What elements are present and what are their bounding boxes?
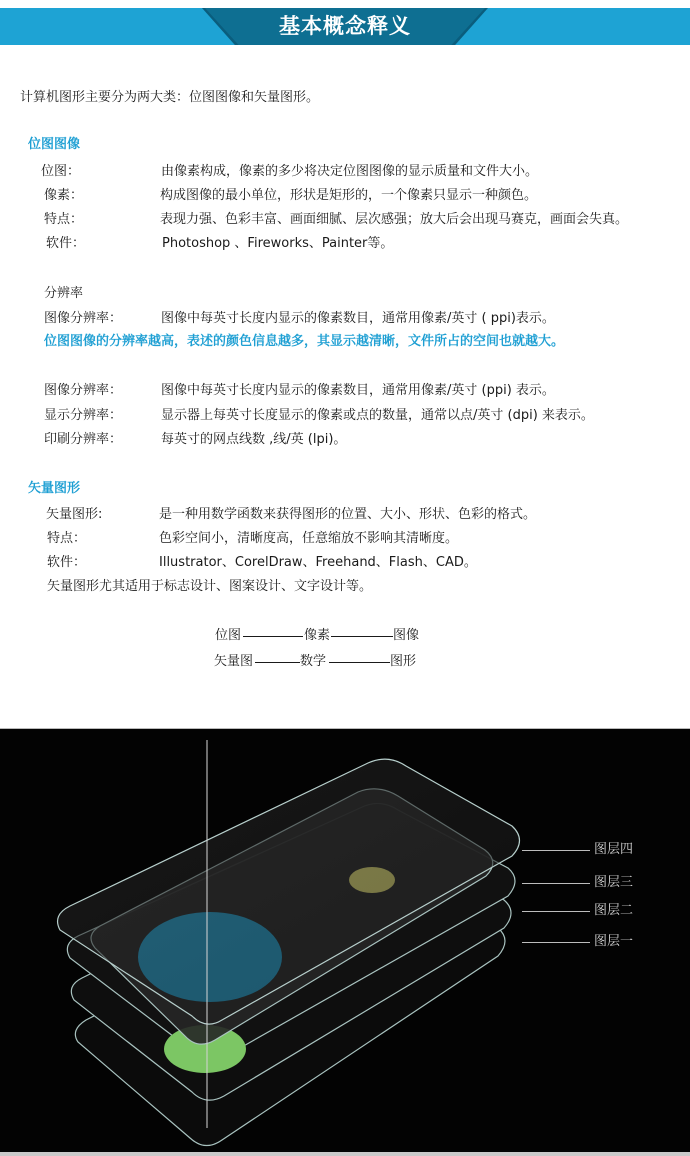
row-label: 图像分辨率： xyxy=(44,383,123,398)
relation-middle: 像素 xyxy=(304,628,331,643)
row-label: 图像分辨率： xyxy=(44,311,123,326)
row-value: 表现力强、色彩丰富、画面细腻、层次感强；放大后会出现马赛克，画面会失真。 xyxy=(160,212,629,227)
row-value: 构成图像的最小单位，形状是矩形的，一个像素只显示一种颜色。 xyxy=(160,188,538,203)
row-label: 软件： xyxy=(47,555,87,570)
row-value: 图像中每英寸长度内显示的像素数目，通常用像素/英寸 ( ppi)表示。 xyxy=(161,311,555,326)
vector-heading: 矢量图形 xyxy=(28,481,81,496)
row-label: 位图： xyxy=(41,164,81,179)
page-title: 基本概念释义 xyxy=(279,14,411,38)
row-label: 像素： xyxy=(44,188,84,203)
row-label: 矢量图形: xyxy=(46,507,103,522)
row-label: 印刷分辨率： xyxy=(44,432,123,447)
row-value: Illustrator、CorelDraw、Freehand、Flash、CAD。 xyxy=(159,555,477,570)
relation-left: 位图 xyxy=(215,628,242,643)
row-value: 色彩空间小，清晰度高，任意缩放不影响其清晰度。 xyxy=(159,531,459,546)
row-label: 特点： xyxy=(44,212,84,227)
row-value: 是一种用数学函数来获得图形的位置、大小、形状、色彩的格式。 xyxy=(159,507,537,522)
relation-right: 图形 xyxy=(390,654,417,669)
relation-left: 矢量图 xyxy=(214,654,254,669)
vector-note: 矢量图形尤其适用于标志设计、图案设计、文字设计等。 xyxy=(47,579,373,594)
row-value: Photoshop 、Fireworks、Painter等。 xyxy=(162,236,394,251)
layer-label-4: 图层四 xyxy=(594,842,634,857)
bitmap-heading: 位图图像 xyxy=(28,137,81,152)
relation-middle: 数学 xyxy=(300,654,327,669)
row-value: 图像中每英寸长度内显示的像素数目，通常用像素/英寸 (ppi) 表示。 xyxy=(161,383,555,398)
resolution-highlight: 位图图像的分辨率越高，表述的颜色信息越多，其显示越清晰，文件所占的空间也就越大。 xyxy=(44,334,565,349)
row-value: 每英寸的网点线数 ,线/英 (lpi)。 xyxy=(161,432,347,447)
row-label: 特点： xyxy=(47,531,87,546)
row-label: 软件： xyxy=(46,236,86,251)
leader-line xyxy=(522,911,590,912)
layer-label-3: 图层三 xyxy=(594,875,634,890)
layer-label-1: 图层一 xyxy=(594,934,634,949)
layer-label-2: 图层二 xyxy=(594,903,634,918)
row-value: 由像素构成，像素的多少将决定位图图像的显示质量和文件大小。 xyxy=(161,164,539,179)
row-value: 显示器上每英寸长度显示的像素或点的数量，通常以点/英寸 (dpi) 来表示。 xyxy=(161,408,594,423)
leader-line xyxy=(522,942,590,943)
relation-right: 图像 xyxy=(393,628,420,643)
leader-line xyxy=(522,883,590,884)
row-label: 显示分辨率： xyxy=(44,408,123,423)
leader-line xyxy=(522,850,590,851)
intro-text: 计算机图形主要分为两大类：位图图像和矢量图形。 xyxy=(20,90,320,105)
resolution-heading: 分辨率 xyxy=(44,286,84,301)
